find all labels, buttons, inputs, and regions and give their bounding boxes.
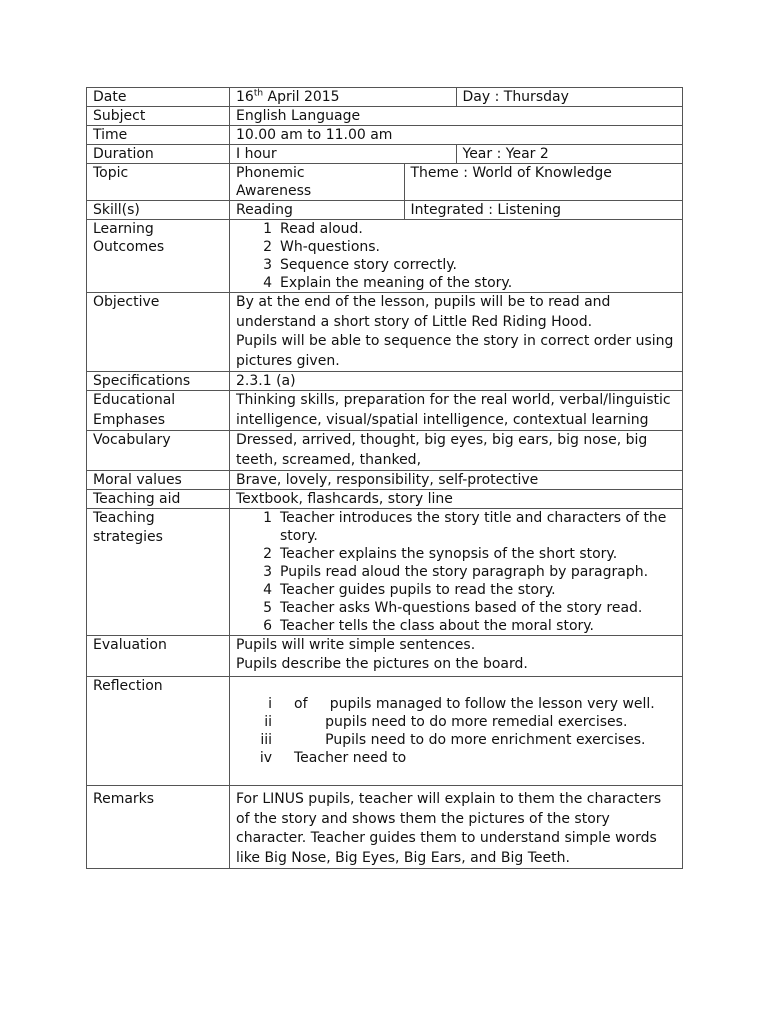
lesson-plan-table: [86, 87, 683, 869]
list-item-text: Wh-questions.: [280, 239, 380, 255]
theme-value: Theme : World of Knowledge: [404, 164, 682, 200]
list-item-text: Read aloud.: [280, 221, 363, 237]
learning-outcomes-label: Learning Outcomes: [87, 220, 230, 293]
objective-label: Objective: [87, 293, 230, 372]
list-item: [236, 713, 678, 731]
lesson-plan: [86, 87, 683, 869]
time-value: 10.00 am to 11.00 am: [230, 126, 683, 145]
row-subject: [87, 107, 683, 126]
objective-p2: Pupils will be able to sequence the story in correct order using pictures given.: [236, 333, 674, 369]
list-item: [236, 581, 678, 599]
list-item: [236, 274, 682, 292]
strategies-value: [230, 509, 683, 636]
learning-outcomes-value: [230, 220, 683, 293]
list-item: [236, 695, 678, 713]
date-value: 16th April 2015: [236, 88, 340, 105]
row-educational: [87, 391, 683, 431]
list-item-text: Teacher guides pupils to read the story.: [280, 582, 556, 598]
list-item: [236, 220, 682, 238]
year-value: Year : Year 2: [456, 145, 682, 163]
duration-value: I hour: [236, 146, 277, 162]
subject-label: Subject: [87, 107, 230, 126]
list-item: [236, 545, 678, 563]
list-item: [236, 238, 682, 256]
row-remarks: [87, 786, 683, 869]
list-item-text: pupils need to do more remedial exercises.: [294, 714, 628, 730]
reflection-value: [230, 677, 683, 786]
list-item-number: 3: [263, 257, 272, 273]
row-moral: [87, 471, 683, 490]
remarks-value: For LINUS pupils, teacher will explain to them the characters of the story and shows them the pictures of the story character. Teacher guides them to understand simple words like Big Nose, Big Eyes, Big Ears, and Big Teeth.: [230, 786, 683, 869]
list-item-text: Pupils need to do more enrichment exercises.: [294, 732, 646, 748]
row-skills: [87, 201, 683, 220]
strategies-list: [236, 509, 678, 635]
list-item-text: Teacher introduces the story title and characters of the story.: [280, 510, 671, 544]
date-label: Date: [87, 88, 230, 107]
list-item: [236, 731, 678, 749]
moral-value: Brave, lovely, responsibility, self-protective: [230, 471, 683, 490]
list-item-number: ii: [264, 714, 272, 730]
strategies-label: Teaching strategies: [87, 509, 230, 636]
evaluation-label: Evaluation: [87, 636, 230, 677]
reflection-list: [236, 695, 678, 767]
evaluation-line-1: Pupils will write simple sentences.: [236, 637, 476, 653]
integrated-value: Integrated : Listening: [404, 201, 682, 219]
list-item-number: 2: [263, 546, 272, 562]
row-date: [87, 88, 683, 107]
learning-outcomes-list: [236, 220, 682, 292]
evaluation-value: [230, 636, 683, 677]
list-item-number: 3: [263, 564, 272, 580]
specifications-label: Specifications: [87, 372, 230, 391]
row-time: [87, 126, 683, 145]
list-item: [236, 509, 678, 545]
moral-label: Moral values: [87, 471, 230, 490]
list-item-number: 1: [263, 221, 272, 237]
row-objective: [87, 293, 683, 372]
row-learning-outcomes: [87, 220, 683, 293]
list-item-text: of pupils managed to follow the lesson very well.: [294, 696, 655, 712]
list-item-number: 2: [263, 239, 272, 255]
list-item-text: Pupils read aloud the story paragraph by paragraph.: [280, 564, 649, 580]
row-duration: [87, 145, 683, 164]
list-item: [236, 617, 678, 635]
row-topic: [87, 164, 683, 201]
list-item-text: Sequence story correctly.: [280, 257, 457, 273]
subject-value: English Language: [230, 107, 683, 126]
list-item-number: 1: [263, 510, 272, 526]
list-item-text: Explain the meaning of the story.: [280, 275, 513, 291]
objective-p1: By at the end of the lesson, pupils will be to read and understand a short story of Little Red Riding Hood.: [236, 294, 611, 330]
topic-label: Topic: [87, 164, 230, 201]
list-item-text: Teacher need to: [294, 750, 407, 766]
vocabulary-value: Dressed, arrived, thought, big eyes, big ears, big nose, big teeth, screamed, thanked,: [230, 431, 683, 471]
educational-value: Thinking skills, preparation for the real world, verbal/linguistic intelligence, visual/spatial intelligence, contextual learning: [230, 391, 683, 431]
remarks-label: Remarks: [87, 786, 230, 869]
time-label: Time: [87, 126, 230, 145]
list-item-text: Teacher explains the synopsis of the short story.: [280, 546, 618, 562]
objective-value: [230, 293, 683, 372]
list-item-text: Teacher asks Wh-questions based of the story read.: [280, 600, 643, 616]
skills-value: Reading: [236, 202, 293, 218]
row-teaching-aid: [87, 490, 683, 509]
teaching-aid-label: Teaching aid: [87, 490, 230, 509]
reflection-label: Reflection: [87, 677, 230, 786]
skills-label: Skill(s): [87, 201, 230, 220]
row-evaluation: [87, 636, 683, 677]
row-vocabulary: [87, 431, 683, 471]
list-item-number: iii: [260, 732, 272, 748]
educational-label: Educational Emphases: [87, 391, 230, 431]
list-item: [236, 256, 682, 274]
list-item-number: 6: [263, 618, 272, 634]
list-item: [236, 563, 678, 581]
list-item-number: 5: [263, 600, 272, 616]
day-value: Day : Thursday: [456, 88, 682, 106]
list-item: [236, 749, 678, 767]
list-item-number: i: [268, 696, 272, 712]
evaluation-line-2: Pupils describe the pictures on the board.: [236, 656, 528, 672]
teaching-aid-value: Textbook, flashcards, story line: [230, 490, 683, 509]
list-item: [236, 599, 678, 617]
list-item-number: iv: [259, 750, 272, 766]
vocabulary-label: Vocabulary: [87, 431, 230, 471]
topic-value: Phonemic Awareness: [236, 165, 312, 199]
list-item-text: Teacher tells the class about the moral story.: [280, 618, 595, 634]
row-strategies: [87, 509, 683, 636]
row-reflection: [87, 677, 683, 786]
row-specifications: [87, 372, 683, 391]
list-item-number: 4: [263, 582, 272, 598]
duration-label: Duration: [87, 145, 230, 164]
specifications-value: 2.3.1 (a): [230, 372, 683, 391]
list-item-number: 4: [263, 275, 272, 291]
